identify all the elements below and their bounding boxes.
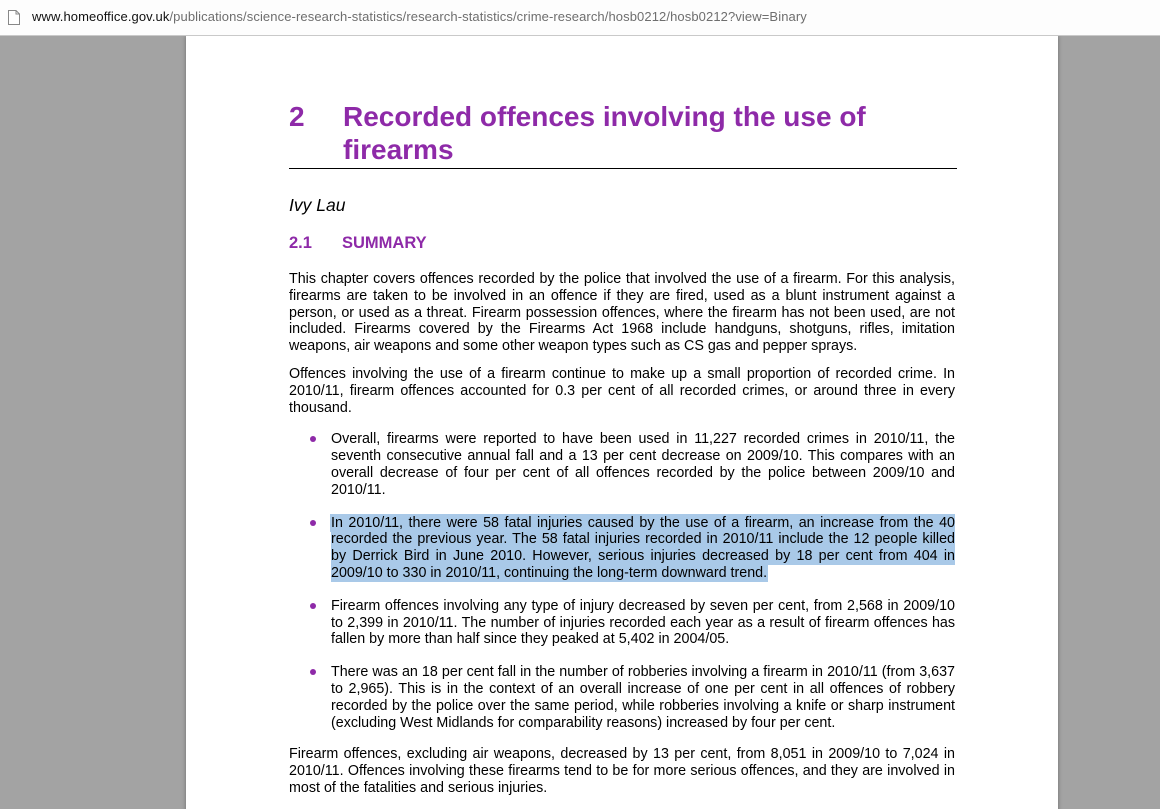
- bullet-item: [289, 598, 955, 648]
- section-heading: [289, 233, 955, 253]
- chapter-heading: [289, 100, 957, 169]
- pdf-viewer[interactable]: [0, 36, 1160, 809]
- bullet-text: Firearm offences involving any type of injury decreased by seven per cent, from 2,568 in 2009/10 to 2,399 in 2010/11. The number of injuries recorded each year as a result of firearm offences has fallen by more than half since they peaked at 5,402 in 2004/05.: [331, 597, 955, 648]
- bullet-item-selected: [289, 515, 955, 582]
- page-content: [289, 100, 955, 797]
- bullet-list: [289, 431, 955, 731]
- pdf-page: [186, 36, 1058, 809]
- bullet-dot-icon: [310, 669, 316, 675]
- bullet-dot-icon: [310, 520, 316, 526]
- url-host: www.homeoffice.gov.uk: [32, 9, 170, 24]
- section-number: 2.1: [289, 234, 312, 252]
- author-name: Ivy Lau: [289, 195, 346, 215]
- bullet-text: There was an 18 per cent fall in the number of robberies involving a firearm in 2010/11 (from 3,637 to 2,965). This is in the context of an overall increase of one per cent in all offences of robbery recorded by the police over the same period, while robberies involving a knife or sharp instrument (excluding West Midlands for comparability reasons) increased by four per cent.: [331, 664, 955, 731]
- url-text[interactable]: [32, 9, 807, 24]
- chapter-title: Recorded offences involving the use of firearms: [343, 101, 866, 165]
- bullet-text: Overall, firearms were reported to have been used in 11,227 recorded crimes in 2010/11, the seventh consecutive annual fall and a 13 per cent decrease on 2009/10. This compares with an overall decrease of four per cent of all offences recorded by the police between 2009/10 and 2010/11.: [331, 431, 955, 498]
- section-title: SUMMARY: [342, 234, 427, 252]
- text-selection[interactable]: In 2010/11, there were 58 fatal injuries caused by the use of a firearm, an increase from the 40 recorded the previous year. The 58 fatal injuries recorded in 2010/11 include the 12 people killed by Derrick Bird in June 2010. However, serious injuries decreased by 18 per cent from 404 in 2009/10 to 330 in 2010/11, continuing the long-term downward trend.: [331, 514, 955, 581]
- bullet-item: [289, 431, 955, 498]
- bullet-text-selected: [331, 515, 955, 582]
- paragraph-proportion: Offences involving the use of a firearm continue to make up a small proportion of recorded crime. In 2010/11, firearm offences accounted for 0.3 per cent of all recorded crimes, or around three in every thousand.: [289, 365, 955, 416]
- url-path: /publications/science-research-statistics/research-statistics/crime-research/hosb0212/hosb0212?view=Binary: [169, 9, 807, 24]
- paragraph-air-weapons: Firearm offences, excluding air weapons, decreased by 13 per cent, from 8,051 in 2009/10 to 7,024 in 2010/11. Offences involving these firearms tend to be for more serious offences, and they are involved in most of the fatalities and serious injuries.: [289, 746, 955, 796]
- bullet-item: [289, 664, 955, 731]
- chapter-number: 2: [289, 101, 305, 132]
- address-bar[interactable]: [0, 0, 1160, 36]
- bullet-dot-icon: [310, 436, 316, 442]
- document-icon: [8, 10, 20, 25]
- paragraph-intro: This chapter covers offences recorded by the police that involved the use of a firearm. For this analysis, firearms are taken to be involved in an offence if they are fired, used as a blunt instrument against a person, or used as a threat. Firearm possession offences, where the firearm has not been used, are not included. Firearms covered by the Firearms Act 1968 include handguns, shotguns, rifles, imitation weapons, air weapons and some other weapon types such as CS gas and pepper sprays.: [289, 271, 955, 355]
- bullet-dot-icon: [310, 603, 316, 609]
